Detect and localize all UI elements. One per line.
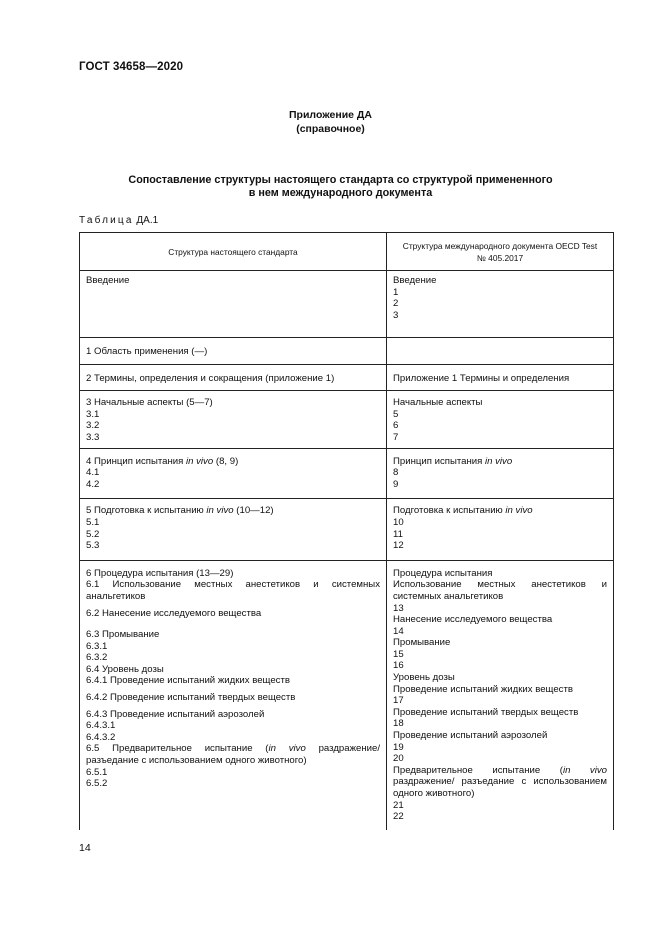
cell-line: 5.3: [86, 540, 100, 552]
text-part: Подготовка к испытанию: [393, 505, 506, 517]
row-right-cell: [387, 391, 614, 448]
cell-line: 6.1 Использование местных анестетиков и системных анальгетиков: [86, 579, 380, 602]
row-right-cell: [387, 338, 614, 365]
table-row: [80, 338, 614, 365]
table-caption: [79, 215, 158, 226]
cell-line: 3 Начальные аспекты (5—7): [86, 397, 213, 409]
cell-line: 1 Область применения (—): [86, 346, 208, 357]
cell-line: 5.1: [86, 516, 100, 528]
cell-line: 5.2: [86, 528, 100, 540]
row-right-cell: [387, 560, 614, 830]
row-right-cell: [387, 448, 614, 499]
text-part: (8, 9): [213, 455, 239, 467]
italic-term: in vivo: [485, 455, 513, 467]
header-cell-left: Структура настоящего стандарта: [80, 233, 387, 271]
cell-line: 6 Процедура испытания (13—29): [86, 567, 234, 579]
table-header-row: [80, 233, 614, 271]
cell-line: 18: [393, 718, 404, 730]
cell-line: 13: [393, 602, 404, 614]
cell-line: 6.3.1: [86, 640, 108, 652]
text-part: (10—12): [233, 505, 274, 517]
cell-line: 3: [393, 309, 399, 321]
cell-line: 22: [393, 811, 404, 823]
cell-line: 6.4.3.2: [86, 731, 116, 743]
cell-line: Уровень дозы: [393, 672, 455, 684]
cell-line: 6.5.2: [86, 778, 108, 790]
cell-line: 2 Термины, определения и сокращения (приложение 1): [86, 372, 335, 384]
cell-line: 6.5.1: [86, 766, 108, 778]
table-row: [80, 391, 614, 448]
cell-line: 6.3.2: [86, 652, 108, 664]
table-row: [80, 364, 614, 391]
text-part: раздражение/ разъедание с использованием одного животного): [86, 743, 381, 767]
text-part: 5 Подготовка к испытанию: [86, 505, 207, 517]
table-caption-word: Таблица: [79, 215, 134, 226]
row-left-cell: [80, 271, 387, 338]
cell-line: [393, 456, 607, 468]
row-left-cell: [80, 364, 387, 391]
cell-line: 6.2 Нанесение исследуемого вещества: [86, 607, 262, 619]
italic-term: in vivo: [505, 505, 533, 517]
table-row: [80, 448, 614, 499]
cell-line: Введение: [393, 275, 437, 286]
text-part: 4 Принцип испытания: [86, 455, 186, 467]
cell-line: Проведение испытаний жидких веществ: [393, 683, 573, 695]
appendix-heading: [0, 108, 661, 136]
cell-line: 2: [393, 298, 399, 310]
cell-line: 6.3 Промывание: [86, 629, 160, 641]
cell-line: Приложение 1 Термины и определения: [393, 372, 570, 384]
page-title-line-2: в нем международного документа: [248, 187, 433, 199]
text-part: раздражение/ разъедание с использованием одного животного): [393, 776, 607, 799]
appendix-subtitle: (справочное): [296, 123, 365, 135]
cell-line: 3.1: [86, 408, 100, 420]
page-title-line-1: Сопоставление структуры настоящего стандарта со структурой примененного: [128, 174, 553, 186]
cell-line: 14: [393, 625, 404, 637]
text-part: Предварительное испытание (: [393, 764, 563, 776]
cell-line: 10: [393, 516, 404, 528]
cell-line: [393, 765, 607, 800]
table-row: [80, 499, 614, 560]
cell-line: 19: [393, 741, 404, 753]
italic-term: in vivo: [268, 743, 306, 755]
italic-term: in vivo: [206, 505, 234, 517]
standard-code: ГОСТ 34658—2020: [79, 61, 184, 73]
row-right-cell: [387, 364, 614, 391]
cell-line: Нанесение исследуемого вещества: [393, 614, 553, 626]
cell-line: 3.2: [86, 420, 100, 432]
italic-term: in vivo: [186, 455, 214, 467]
cell-line: 15: [393, 648, 404, 660]
cell-line: Проведение испытаний твердых веществ: [393, 706, 579, 718]
appendix-title: Приложение ДА: [289, 109, 372, 121]
row-left-cell: [80, 391, 387, 448]
cell-line: 3.3: [86, 431, 100, 443]
cell-line: 6.4.1 Проведение испытаний жидких веществ: [86, 675, 290, 687]
cell-line: 11: [393, 528, 403, 540]
table-caption-number: ДА.1: [136, 215, 159, 226]
row-left-cell: [80, 448, 387, 499]
cell-line: 7: [393, 431, 399, 443]
cell-line: 6.4.3.1: [86, 720, 116, 732]
table-row: [80, 271, 614, 338]
page-title: [110, 174, 571, 200]
cell-line: 9: [393, 478, 399, 490]
cell-line: [86, 743, 380, 766]
row-left-cell: [80, 560, 387, 830]
cell-line: [393, 505, 607, 517]
cell-line: Начальные аспекты: [393, 397, 483, 409]
cell-line: 4.2: [86, 478, 100, 490]
structure-mapping-table: [79, 232, 614, 830]
cell-line: 16: [393, 660, 404, 672]
cell-line: 6.4.2 Проведение испытаний твердых веществ: [86, 692, 296, 704]
header-right-line-2: № 405.2017: [476, 252, 524, 263]
cell-line: 6.4 Уровень дозы: [86, 663, 164, 675]
row-left-cell: [80, 499, 387, 560]
table-row: [80, 560, 614, 830]
cell-line: 4.1: [86, 467, 100, 479]
cell-line: 6: [393, 420, 399, 432]
cell-line: [393, 342, 607, 354]
text-part: Принцип испытания: [393, 455, 485, 467]
cell-line: 6.4.3 Проведение испытаний аэрозолей: [86, 708, 265, 720]
header-cell-right: [387, 233, 614, 271]
row-right-cell: [387, 271, 614, 338]
cell-line: 8: [393, 467, 399, 479]
header-right-line-1: Структура международного документа OECD Test: [402, 240, 598, 251]
cell-line: Промывание: [393, 637, 451, 649]
row-left-cell: [80, 338, 387, 365]
cell-line: Проведение испытаний аэрозолей: [393, 730, 548, 742]
cell-line: 21: [393, 799, 404, 811]
cell-line: [86, 505, 380, 517]
cell-line: 5: [393, 408, 399, 420]
row-right-cell: [387, 499, 614, 560]
cell-line: 12: [393, 540, 404, 552]
cell-line: 17: [393, 695, 404, 707]
cell-line: Использование местных анестетиков и системных анальгетиков: [393, 579, 607, 602]
page-number: 14: [79, 842, 91, 854]
cell-line: Процедура испытания: [393, 567, 493, 579]
cell-line: [86, 456, 380, 468]
cell-line: Введение: [86, 275, 130, 286]
cell-line: 1: [393, 286, 399, 298]
italic-term: in vivo: [562, 764, 607, 776]
text-part: 6.5 Предварительное испытание (: [86, 743, 269, 755]
cell-line: 20: [393, 753, 404, 765]
